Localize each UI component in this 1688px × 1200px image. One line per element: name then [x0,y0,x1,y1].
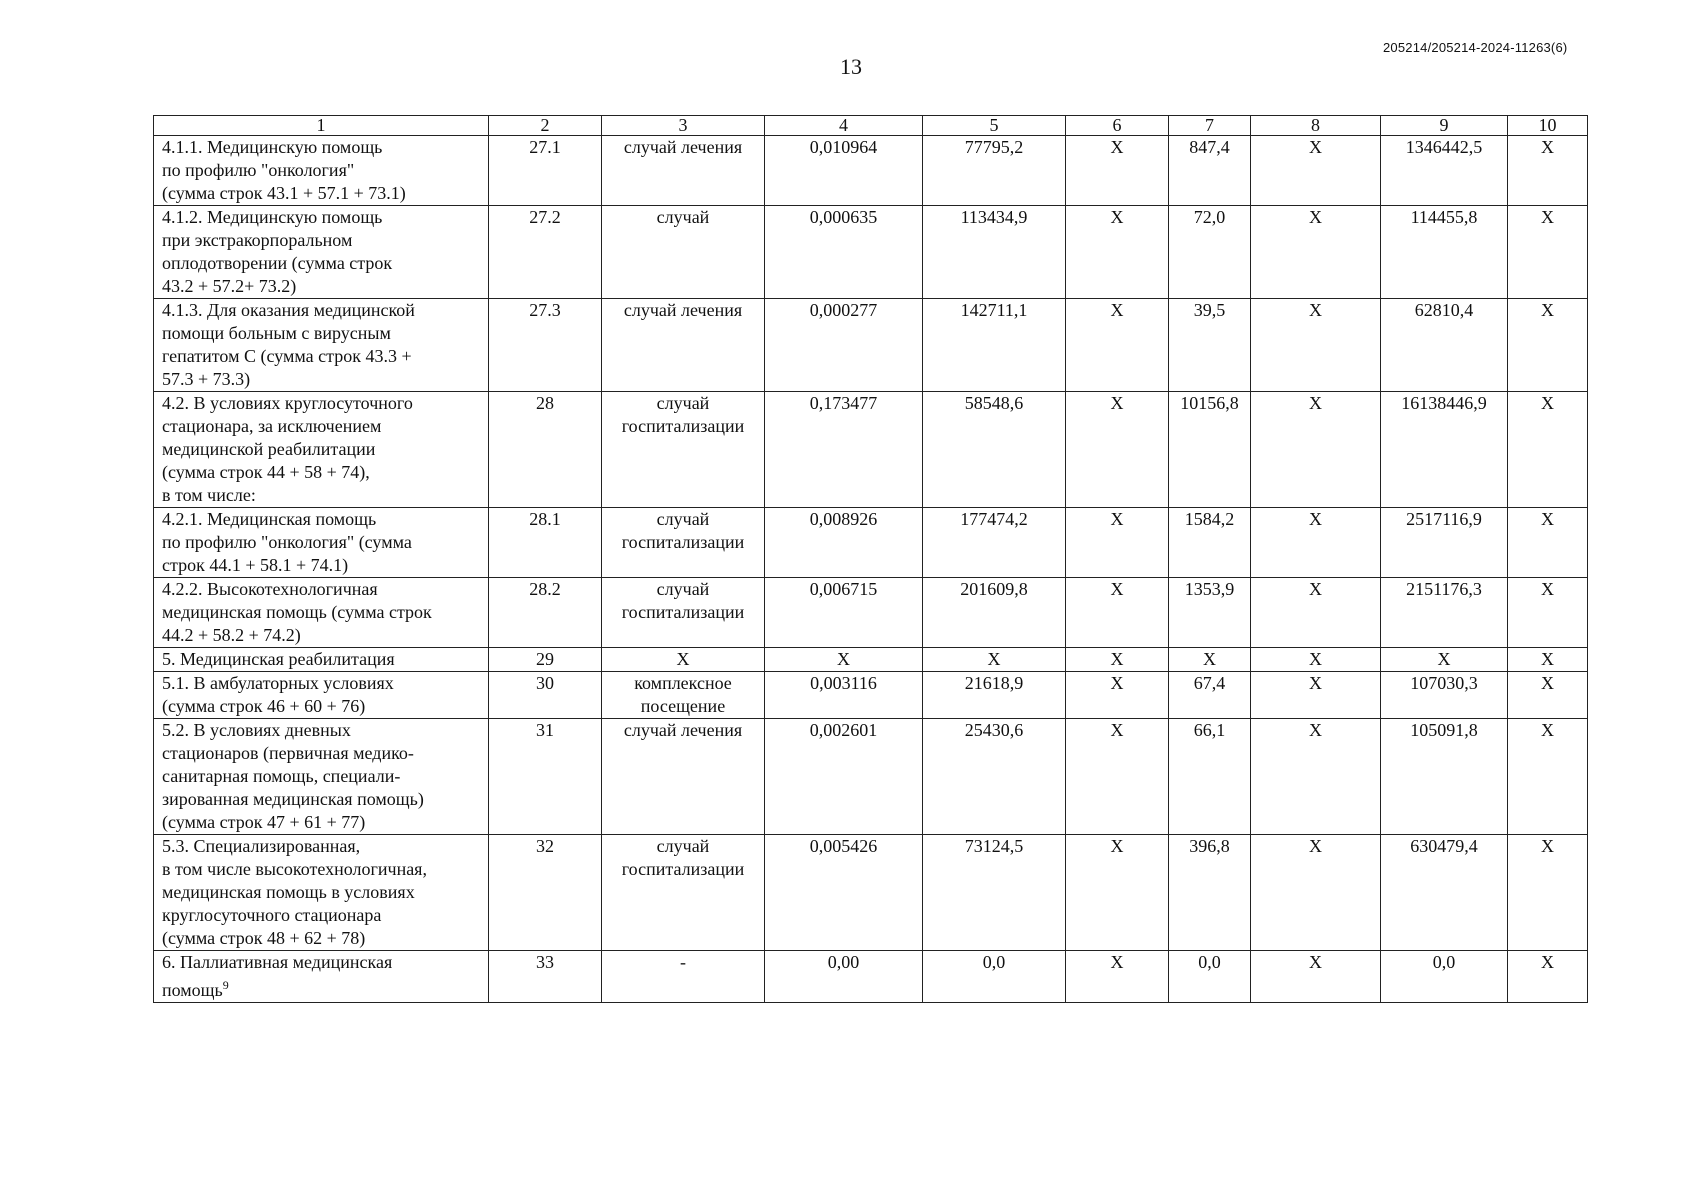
row-col-9: 0,0 [1381,951,1508,1003]
row-col-6: X [1066,206,1169,299]
row-col-10: X [1508,299,1588,392]
row-description: 5.2. В условиях дневных стационаров (первичная медико- санитарная помощь, специали- зированная медицинская помощь) (сумма строк 47 + 61 + 77) [154,719,489,835]
table-row [154,578,1588,648]
row-cost: 177474,2 [923,508,1066,578]
row-norm: 0,006715 [765,578,923,648]
document-code: 205214/205214-2024-11263(6) [1383,40,1568,55]
row-cost: 113434,9 [923,206,1066,299]
row-description: 4.2.1. Медицинская помощь по профилю "онкология" (сумма строк 44.1 + 58.1 + 74.1) [154,508,489,578]
table-row [154,835,1588,951]
row-unit: X [602,648,765,672]
row-col-10: X [1508,719,1588,835]
row-line-number: 33 [489,951,602,1003]
row-col-6: X [1066,835,1169,951]
column-header: 5 [923,116,1066,136]
row-cost: 58548,6 [923,392,1066,508]
table-row [154,392,1588,508]
row-col-9: 1346442,5 [1381,136,1508,206]
row-col-9: 107030,3 [1381,672,1508,719]
row-col-10: X [1508,578,1588,648]
table-row [154,951,1588,1003]
row-cost: X [923,648,1066,672]
column-header: 2 [489,116,602,136]
row-line-number: 28.1 [489,508,602,578]
row-description-text: 6. Паллиативная медицинская помощь [162,952,393,1000]
row-cost: 0,0 [923,951,1066,1003]
row-col-9: 16138446,9 [1381,392,1508,508]
row-norm: 0,000635 [765,206,923,299]
row-norm: 0,005426 [765,835,923,951]
row-norm: 0,003116 [765,672,923,719]
row-col-8: X [1251,508,1381,578]
row-col-7: 39,5 [1169,299,1251,392]
row-col-6: X [1066,672,1169,719]
column-header: 9 [1381,116,1508,136]
row-col-9: 105091,8 [1381,719,1508,835]
row-unit: комплексное посещение [602,672,765,719]
table-row [154,719,1588,835]
row-col-6: X [1066,648,1169,672]
row-norm: 0,010964 [765,136,923,206]
row-unit: случай госпитализации [602,578,765,648]
row-col-8: X [1251,578,1381,648]
table-row [154,206,1588,299]
row-col-9: 62810,4 [1381,299,1508,392]
row-cost: 21618,9 [923,672,1066,719]
row-col-6: X [1066,719,1169,835]
row-line-number: 31 [489,719,602,835]
data-table [153,115,1588,1003]
row-col-6: X [1066,508,1169,578]
page-number: 13 [840,54,862,79]
row-col-9: 2517116,9 [1381,508,1508,578]
row-col-6: X [1066,951,1169,1003]
row-unit: случай госпитализации [602,508,765,578]
column-header: 7 [1169,116,1251,136]
row-line-number: 27.2 [489,206,602,299]
row-col-7: 66,1 [1169,719,1251,835]
row-col-8: X [1251,299,1381,392]
row-unit: случай [602,206,765,299]
column-header: 1 [154,116,489,136]
row-description: 5. Медицинская реабилитация [154,648,489,672]
table-row [154,508,1588,578]
row-col-7: 1584,2 [1169,508,1251,578]
row-norm: 0,000277 [765,299,923,392]
table-row [154,136,1588,206]
row-line-number: 29 [489,648,602,672]
row-norm: 0,002601 [765,719,923,835]
row-cost: 73124,5 [923,835,1066,951]
row-line-number: 28.2 [489,578,602,648]
row-col-10: X [1508,392,1588,508]
row-line-number: 28 [489,392,602,508]
row-line-number: 27.3 [489,299,602,392]
row-col-8: X [1251,672,1381,719]
column-header: 3 [602,116,765,136]
row-col-8: X [1251,136,1381,206]
row-unit: случай лечения [602,719,765,835]
row-line-number: 30 [489,672,602,719]
row-col-10: X [1508,508,1588,578]
row-col-9: 114455,8 [1381,206,1508,299]
row-col-8: X [1251,392,1381,508]
row-col-8: X [1251,835,1381,951]
row-col-9: 630479,4 [1381,835,1508,951]
row-col-10: X [1508,648,1588,672]
row-cost: 77795,2 [923,136,1066,206]
row-description: 5.1. В амбулаторных условиях (сумма строк 46 + 60 + 76) [154,672,489,719]
row-col-9: 2151176,3 [1381,578,1508,648]
row-description: 4.1.3. Для оказания медицинской помощи больным с вирусным гепатитом С (сумма строк 43.3 + 57.3 + 73.3) [154,299,489,392]
row-col-8: X [1251,648,1381,672]
header-row [154,116,1588,136]
row-cost: 142711,1 [923,299,1066,392]
row-col-8: X [1251,951,1381,1003]
row-description: 4.1.2. Медицинскую помощь при экстракорпоральном оплодотворении (сумма строк 43.2 + 57.2+ 73.2) [154,206,489,299]
row-col-7: 10156,8 [1169,392,1251,508]
row-col-8: X [1251,206,1381,299]
row-col-7: 847,4 [1169,136,1251,206]
row-col-10: X [1508,136,1588,206]
row-col-7: 396,8 [1169,835,1251,951]
row-cost: 25430,6 [923,719,1066,835]
column-header: 6 [1066,116,1169,136]
row-col-10: X [1508,951,1588,1003]
row-line-number: 27.1 [489,136,602,206]
row-col-7: 0,0 [1169,951,1251,1003]
row-col-7: 1353,9 [1169,578,1251,648]
table-row [154,648,1588,672]
row-cost: 201609,8 [923,578,1066,648]
row-col-6: X [1066,578,1169,648]
row-norm: X [765,648,923,672]
row-col-7: 72,0 [1169,206,1251,299]
row-col-7: 67,4 [1169,672,1251,719]
table-row [154,299,1588,392]
row-col-6: X [1066,299,1169,392]
row-col-8: X [1251,719,1381,835]
column-header: 8 [1251,116,1381,136]
row-line-number: 32 [489,835,602,951]
row-description: 4.2. В условиях круглосуточного стационара, за исключением медицинской реабилитации (сумма строк 44 + 58 + 74), в том числе: [154,392,489,508]
row-col-10: X [1508,206,1588,299]
row-unit: случай лечения [602,136,765,206]
row-col-10: X [1508,835,1588,951]
row-unit: - [602,951,765,1003]
row-col-6: X [1066,136,1169,206]
row-col-10: X [1508,672,1588,719]
column-header: 4 [765,116,923,136]
row-description: 4.2.2. Высокотехнологичная медицинская помощь (сумма строк 44.2 + 58.2 + 74.2) [154,578,489,648]
row-unit: случай госпитализации [602,392,765,508]
row-norm: 0,00 [765,951,923,1003]
row-description [154,951,489,1003]
row-norm: 0,008926 [765,508,923,578]
row-description: 4.1.1. Медицинскую помощь по профилю "онкология" (сумма строк 43.1 + 57.1 + 73.1) [154,136,489,206]
row-col-7: X [1169,648,1251,672]
row-norm: 0,173477 [765,392,923,508]
table-row [154,672,1588,719]
column-header: 10 [1508,116,1588,136]
row-col-6: X [1066,392,1169,508]
row-col-9: X [1381,648,1508,672]
row-unit: случай госпитализации [602,835,765,951]
footnote-marker: 9 [222,978,229,992]
row-description: 5.3. Специализированная, в том числе высокотехнологичная, медицинская помощь в условиях круглосуточного стационара (сумма строк 48 + 62 + 78) [154,835,489,951]
row-unit: случай лечения [602,299,765,392]
